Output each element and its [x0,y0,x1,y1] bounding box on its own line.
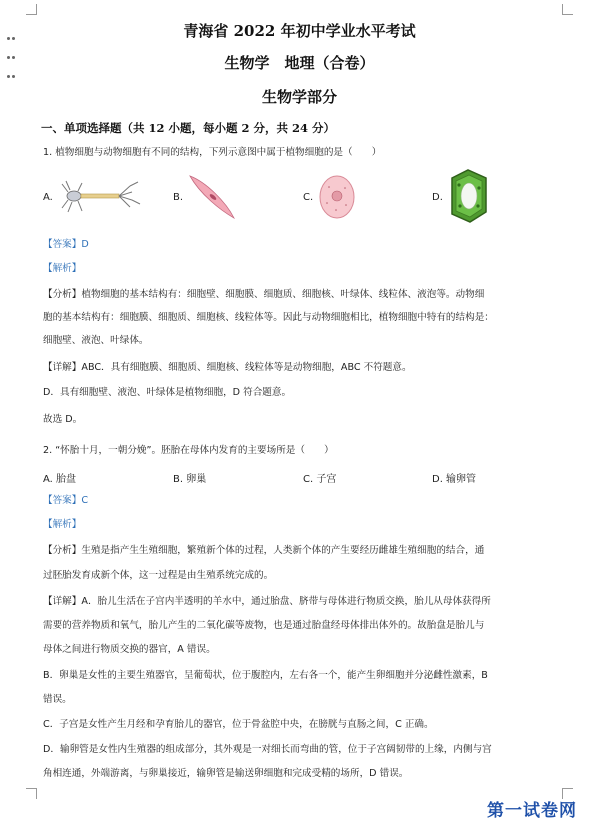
q1-answer: 【答案】D [43,239,89,250]
q1-option-d-label: D. [432,192,443,203]
q2-detail-line: 角相连通，外端游离，与卵巢接近，输卵管是输送卵细胞和完成受精的场所，D 错误。 [43,768,409,779]
q1-analysis-heading: 【解析】 [43,263,82,274]
q1-option-c-label: C. [303,192,314,203]
q2-detail-line: 错误。 [43,694,72,705]
q1-analysis-line: 细胞壁、液泡、叶绿体。 [43,335,149,346]
question-2-stem: 2. “怀胎十月，一朝分娩”。胚胎在母体内发育的主要场所是（ ） [43,445,334,456]
crop-mark-top-left [26,4,37,15]
q1-option-b-label: B. [173,192,184,203]
page-part-title: 生物学部分 [261,88,337,106]
q1-analysis-line: 【分析】植物细胞的基本结构有：细胞壁、细胞膜、细胞质、细胞核、叶绿体、线粒体、液泡等。动物细 [43,289,485,300]
q2-analysis-heading: 【解析】 [43,519,82,530]
q2-option-a: A. 胎盘 [43,474,77,485]
q2-detail-line: 【详解】A．胎儿生活在子宫内半透明的羊水中，通过胎盘、脐带与母体进行物质交换，胎儿从母体获得所 [43,596,491,607]
q2-detail-line: D．输卵管是女性内生殖器的组成部分，其外观是一对细长而弯曲的管，位于子宫阔韧带的上缘，内侧与宫 [43,744,492,755]
q1-analysis-line: 胞的基本结构有：细胞膜、细胞质、细胞核、线粒体等。因此与动物细胞相比，植物细胞中特有的结构是： [43,312,494,323]
q2-detail-line: 母体之间进行物质交换的器官，A 错误。 [43,644,216,655]
animal-cell-figure [318,174,356,220]
section-heading: 一、单项选择题（共 12 小题，每小题 2 分，共 24 分） [41,121,336,135]
q1-detail-line: 【详解】ABC．具有细胞膜、细胞质、细胞核、线粒体等是动物细胞，ABC 不符题意。 [43,362,412,373]
question-1-stem: 1. 植物细胞与动物细胞有不同的结构，下列示意图中属于植物细胞的是（ ） [43,147,382,158]
page-subtitle: 生物学 地理（合卷） [224,54,375,72]
crop-mark-top-right [562,4,573,15]
q2-detail-line: B．卵巢是女性的主要生殖器官，呈葡萄状，位于腹腔内，左右各一个，能产生卵细胞并分泌雌性激素，B [43,670,488,681]
q2-detail-line: C．子宫是女性产生月经和孕育胎儿的器官，位于骨盆腔中央，在膀胱与直肠之间，C 正确。 [43,719,434,730]
page-title: 青海省 2022 年初中学业水平考试 [183,22,416,40]
q2-analysis-line: 过胚胎发育成新个体，这一过程是由生殖系统完成的。 [43,570,274,581]
q2-detail-line: 需要的营养物质和氧气，胎儿产生的二氧化碳等废物，也是通过胎盘经母体排出体外的。故胎盘是胎儿与 [43,620,485,631]
crop-mark-bottom-left [26,788,37,799]
q1-detail-line: D．具有细胞壁、液泡、叶绿体是植物细胞，D 符合题意。 [43,387,292,398]
q2-option-b: B. 卵巢 [173,474,207,485]
q2-answer: 【答案】C [43,495,89,506]
muscle-cell-figure [186,172,238,222]
q1-option-a-label: A. [43,192,53,203]
q2-option-d: D. 输卵管 [432,474,477,485]
q2-analysis-line: 【分析】生殖是指产生生殖细胞，繁殖新个体的过程，人类新个体的产生要经历雌雄生殖细胞的结合，通 [43,545,485,556]
site-watermark-logo: 第一试卷网 [487,801,577,821]
q2-option-c: C. 子宫 [303,474,337,485]
q1-conclusion: 故选 D。 [43,414,83,425]
neuron-cell-figure [60,178,142,218]
plant-cell-figure [446,168,490,224]
